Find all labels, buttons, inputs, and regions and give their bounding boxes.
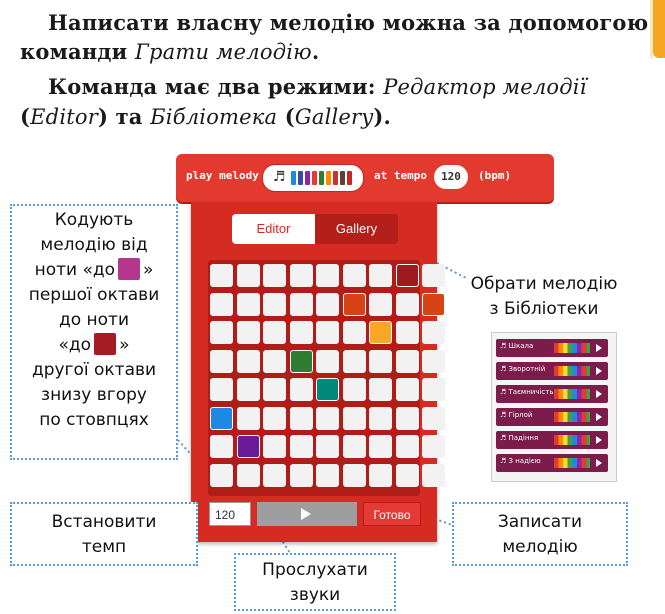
gallery-item-preview [554, 435, 590, 445]
gallery-item-label: ♬ Гірлой [500, 411, 533, 419]
play-icon[interactable] [596, 390, 602, 398]
grid-cell[interactable] [422, 435, 445, 458]
tab-editor[interactable]: Editor [232, 214, 315, 244]
callout-record: Записати мелодію [452, 502, 628, 566]
grid-cell[interactable] [369, 378, 392, 401]
play-icon[interactable] [596, 344, 602, 352]
play-melody-block[interactable] [176, 154, 554, 202]
grid-cell[interactable] [237, 293, 260, 316]
grid-cell[interactable] [237, 464, 260, 487]
play-button[interactable] [257, 502, 357, 526]
grid-cell[interactable] [422, 407, 445, 430]
grid-cell[interactable] [290, 264, 313, 287]
grid-cell[interactable] [396, 350, 419, 373]
grid-cell[interactable] [210, 264, 233, 287]
grid-cell[interactable] [369, 350, 392, 373]
gallery-item-preview [554, 458, 590, 468]
grid-cell[interactable] [290, 464, 313, 487]
grid-cell[interactable] [263, 293, 286, 316]
tempo-field[interactable]: 120 [434, 165, 468, 189]
gallery-item-preview [554, 343, 590, 353]
callout-encode: Кодують мелодію від ноти «до » першої октави до ноти «до » другої октави знизу вгору по стовпцях [28, 210, 160, 430]
gallery-item-preview [554, 366, 590, 376]
melody-pill-bar [340, 171, 345, 185]
grid-cell[interactable] [210, 350, 233, 373]
tempo-input[interactable]: 120 [209, 502, 251, 526]
grid-cell[interactable] [210, 464, 233, 487]
gallery-item-label: ♬ Шкала [500, 342, 534, 350]
grid-cell[interactable] [237, 407, 260, 430]
tab-gallery[interactable]: Gallery [315, 214, 398, 244]
gallery-item[interactable] [496, 454, 608, 472]
melody-pill-bar [347, 171, 352, 185]
grid-cell[interactable] [316, 464, 339, 487]
grid-cell[interactable] [210, 435, 233, 458]
grid-cell[interactable] [263, 264, 286, 287]
grid-cell[interactable] [263, 321, 286, 344]
grid-cell[interactable] [290, 293, 313, 316]
gallery-item-label: ♬ Таємничість [500, 388, 554, 396]
grid-cell[interactable] [343, 435, 366, 458]
melody-pill-bar [291, 171, 296, 185]
grid-cell[interactable] [210, 378, 233, 401]
done-button[interactable]: Готово [363, 502, 421, 526]
note-do2-swatch [94, 333, 116, 355]
grid-cell[interactable] [369, 464, 392, 487]
paragraph-intro: Написати власну мелодію можна за допомогою команди Грати мелодію. [20, 10, 649, 64]
grid-cell[interactable] [343, 350, 366, 373]
grid-cell[interactable] [422, 350, 445, 373]
melody-editor-panel [191, 202, 437, 542]
gallery-item-preview [554, 389, 590, 399]
gallery-item[interactable] [496, 362, 608, 380]
grid-cell[interactable] [237, 378, 260, 401]
command-name: Грати мелодію [134, 40, 312, 64]
callout-tempo: Встановити темп [10, 502, 198, 566]
grid-cell[interactable] [369, 264, 392, 287]
grid-cell[interactable] [263, 378, 286, 401]
grid-cell[interactable] [237, 350, 260, 373]
grid-cell[interactable] [290, 378, 313, 401]
gallery-preview [491, 332, 617, 482]
paragraph-modes: Команда має два режими: Редактор мелодії (Editor) та Бібліотека (Gallery). [20, 74, 587, 129]
melody-pill-bar [312, 171, 317, 185]
grid-cell[interactable] [290, 435, 313, 458]
melody-pill-bar [305, 171, 310, 185]
gallery-item-label: ♬ Падіння [500, 434, 539, 442]
grid-cell[interactable] [316, 293, 339, 316]
play-icon[interactable] [596, 367, 602, 375]
grid-cell[interactable] [316, 407, 339, 430]
callout-gallery: Обрати мелодію з Бібліотеки [466, 272, 622, 330]
melody-pill-bar [326, 171, 331, 185]
gallery-item[interactable] [496, 431, 608, 449]
grid-cell[interactable] [237, 321, 260, 344]
grid-cell[interactable] [422, 464, 445, 487]
grid-cell[interactable] [369, 407, 392, 430]
grid-cell[interactable] [263, 350, 286, 373]
grid-cell[interactable] [396, 435, 419, 458]
play-icon[interactable] [596, 413, 602, 421]
grid-cell[interactable] [396, 264, 419, 287]
grid-cell[interactable] [210, 293, 233, 316]
play-melody-label: play melody [186, 169, 259, 182]
play-icon[interactable] [596, 459, 602, 467]
grid-cell[interactable] [316, 350, 339, 373]
grid-cell[interactable] [422, 321, 445, 344]
grid-cell[interactable] [343, 378, 366, 401]
gallery-item[interactable] [496, 339, 608, 357]
grid-cell[interactable] [369, 321, 392, 344]
gallery-item[interactable] [496, 385, 608, 403]
note-do1-swatch [118, 258, 140, 280]
gallery-item-label: ♬ З надією [500, 457, 541, 465]
melody-pill-bar [333, 171, 338, 185]
at-tempo-label: at tempo [374, 169, 427, 182]
grid-cell[interactable] [369, 293, 392, 316]
grid-cell[interactable] [290, 407, 313, 430]
play-icon[interactable] [596, 436, 602, 444]
grid-cell[interactable] [343, 407, 366, 430]
grid-cell[interactable] [343, 321, 366, 344]
grid-cell[interactable] [316, 435, 339, 458]
grid-cell[interactable] [343, 293, 366, 316]
grid-cell[interactable] [316, 264, 339, 287]
grid-cell[interactable] [237, 264, 260, 287]
play-icon [301, 508, 311, 520]
bpm-label: (bpm) [478, 169, 512, 182]
grid-cell[interactable] [263, 407, 286, 430]
grid-cell[interactable] [290, 350, 313, 373]
grid-cell[interactable] [263, 464, 286, 487]
grid-cell[interactable] [396, 321, 419, 344]
grid-cell[interactable] [396, 378, 419, 401]
grid-cell[interactable] [369, 435, 392, 458]
grid-cell[interactable] [263, 435, 286, 458]
melody-pill-bar [319, 171, 324, 185]
grid-cell[interactable] [343, 264, 366, 287]
music-note-icon: ♬ [273, 169, 286, 185]
grid-cell[interactable] [396, 407, 419, 430]
grid-cell[interactable] [422, 293, 445, 316]
grid-cell[interactable] [210, 321, 233, 344]
melody-pill-bar [298, 171, 303, 185]
grid-cell[interactable] [396, 464, 419, 487]
melody-field[interactable] [262, 164, 364, 192]
gallery-item-preview [554, 412, 590, 422]
grid-cell[interactable] [396, 293, 419, 316]
grid-cell[interactable] [343, 464, 366, 487]
grid-cell[interactable] [316, 321, 339, 344]
grid-cell[interactable] [237, 435, 260, 458]
grid-cell[interactable] [290, 321, 313, 344]
gallery-item[interactable] [496, 408, 608, 426]
callout-listen: Прослухати звуки [234, 553, 396, 611]
grid-cell[interactable] [422, 378, 445, 401]
gallery-item-label: ♬ Зворотній [500, 365, 546, 373]
grid-cell[interactable] [210, 407, 233, 430]
grid-cell[interactable] [316, 378, 339, 401]
grid-cell[interactable] [422, 264, 445, 287]
